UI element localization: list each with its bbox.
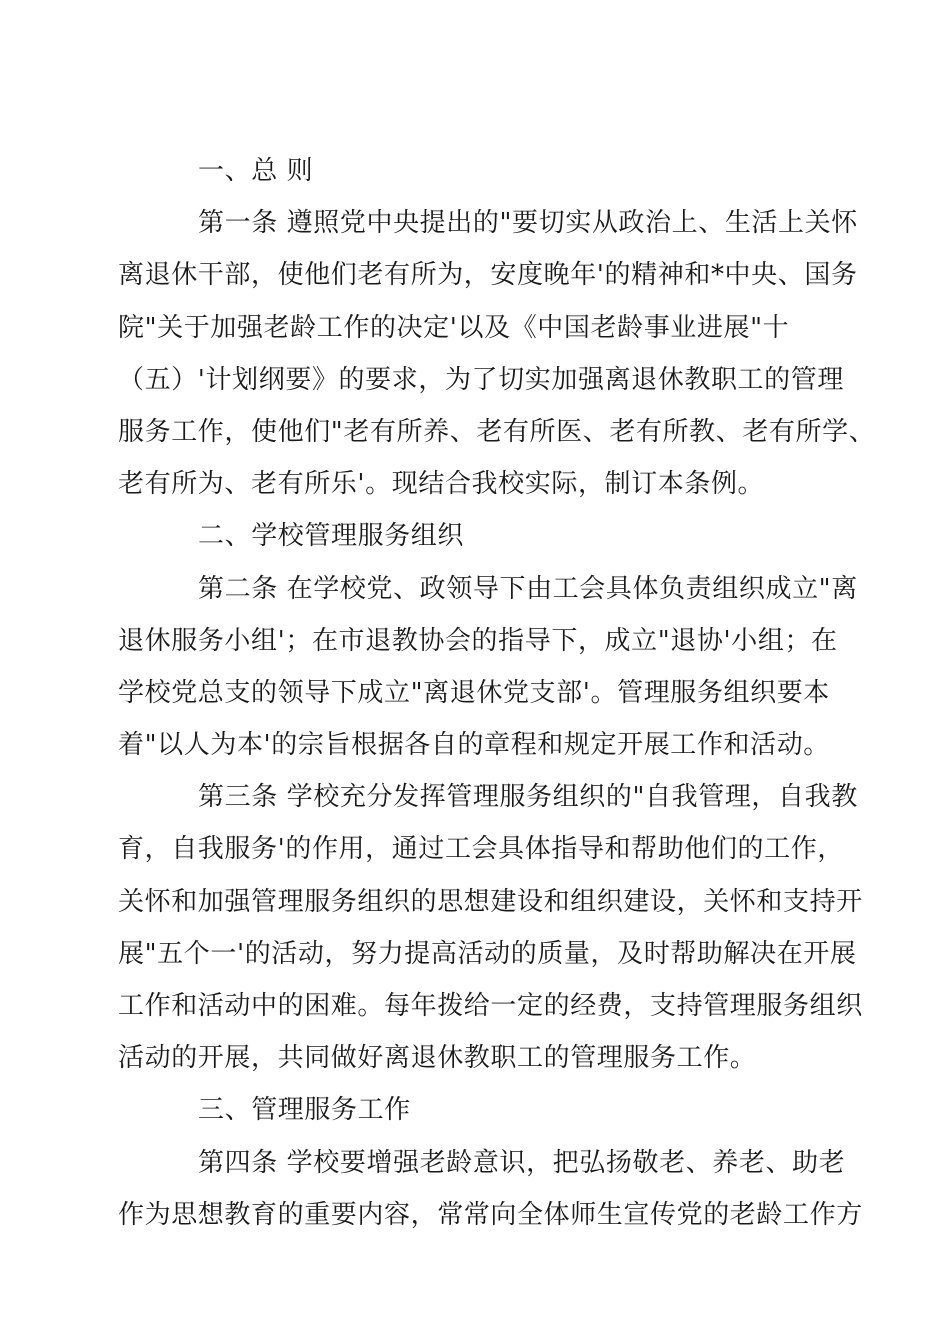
paragraph-line: 展"五个一'的活动，努力提高活动的质量，及时帮助解决在开展 (118, 938, 857, 969)
paragraph-line: 关怀和加强管理服务组织的思想建设和组织建设，关怀和支持开 (118, 886, 863, 917)
paragraph-line: 着"以人为本'的宗旨根据各自的章程和规定开展工作和活动。 (118, 730, 830, 761)
paragraph-line: 第三条 学校充分发挥管理服务组织的"自我管理，自我教 (198, 782, 858, 813)
paragraph-line: 服务工作，使他们"老有所养、老有所医、老有所教、老有所学、 (118, 416, 876, 447)
paragraph-line: 工作和活动中的困难。每年拨给一定的经费，支持管理服务组织 (118, 991, 863, 1021)
paragraph-line: 老有所为、老有所乐'。现结合我校实际，制订本条例。 (118, 469, 765, 500)
paragraph-line: 退休服务小组'；在市退教协会的指导下，成立"退协'小组；在 (118, 625, 838, 656)
paragraph-line: 离退休干部，使他们老有所为，安度晚年'的精神和*中央、国务 (118, 260, 858, 291)
paragraph-line: 活动的开展，共同做好离退休教职工的管理服务工作。 (118, 1043, 757, 1074)
paragraph-line: （五）'计划纲要》的要求，为了切实加强离退休教职工的管理 (118, 364, 844, 395)
paragraph-line: 第四条 学校要增强老龄意识，把弘扬敬老、养老、助老 (198, 1147, 846, 1178)
paragraph-line: 第一条 遵照党中央提出的"要切实从政治上、生活上关怀 (198, 208, 858, 239)
paragraph-line: 院"关于加强老龄工作的决定'以及《中国老龄事业进展"十 (118, 312, 790, 343)
section-heading-general: 一、总 则 (198, 156, 314, 186)
paragraph-line: 第二条 在学校党、政领导下由工会具体负责组织成立"离 (198, 573, 858, 604)
section-heading-organization: 二、学校管理服务组织 (198, 521, 465, 552)
paragraph-line: 作为思想教育的重要内容，常常向全体师生宣传党的老龄工作方 (118, 1199, 863, 1230)
section-heading-services: 三、管理服务工作 (198, 1095, 411, 1126)
paragraph-line: 育，自我服务'的作用，通过工会具体指导和帮助他们的工作， (118, 834, 844, 865)
paragraph-line: 学校党总支的领导下成立"离退休党支部'。管理服务组织要本 (118, 677, 830, 708)
document-body (118, 145, 876, 1241)
